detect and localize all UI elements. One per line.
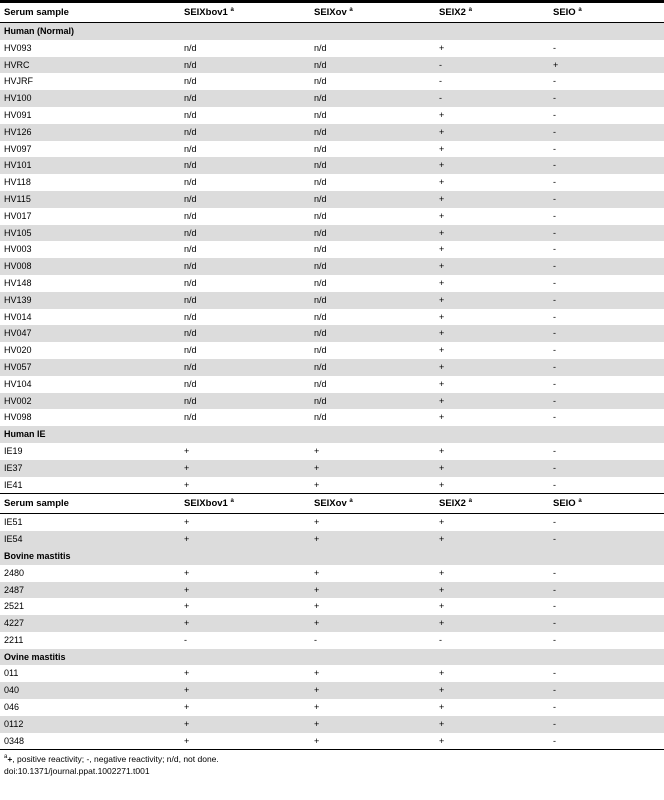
table-row bbox=[0, 107, 664, 124]
column-header-label: Serum sample bbox=[4, 498, 69, 510]
result-cell: + bbox=[439, 517, 445, 528]
table-row bbox=[0, 699, 664, 716]
column-header bbox=[310, 494, 435, 514]
result-cell: + bbox=[184, 601, 190, 612]
result-cell: - bbox=[314, 634, 317, 645]
result-cell: n/d bbox=[310, 325, 435, 342]
result-cell: + bbox=[439, 668, 445, 679]
column-header bbox=[180, 3, 310, 23]
column-header bbox=[549, 494, 664, 514]
sample-id-cell: HV100 bbox=[0, 90, 180, 107]
result-cell: + bbox=[435, 191, 549, 208]
sample-id-cell: 040 bbox=[0, 682, 180, 699]
result-cell: - bbox=[553, 311, 556, 322]
result-cell: + bbox=[184, 735, 190, 746]
result-cell: + bbox=[435, 582, 549, 599]
sample-id-cell: 046 bbox=[4, 702, 20, 713]
section-title: Ovine mastitis bbox=[0, 649, 664, 666]
table-row bbox=[0, 460, 664, 477]
section-title: Bovine mastitis bbox=[0, 548, 664, 565]
result-cell: n/d bbox=[184, 143, 197, 154]
result-cell: + bbox=[435, 716, 549, 733]
result-cell: n/d bbox=[314, 311, 327, 322]
result-cell: + bbox=[439, 277, 445, 288]
sample-id-cell: HV017 bbox=[4, 210, 32, 221]
column-header-label: SEIXov bbox=[314, 7, 347, 18]
result-cell: + bbox=[184, 445, 190, 456]
footnote-bold: + bbox=[7, 754, 13, 765]
sample-id-cell: 2480 bbox=[4, 567, 25, 578]
table-row bbox=[0, 665, 664, 682]
sample-id-cell: 2487 bbox=[0, 582, 180, 599]
result-cell: + bbox=[310, 582, 435, 599]
result-cell: + bbox=[314, 601, 320, 612]
result-cell: n/d bbox=[314, 244, 327, 255]
result-cell: n/d bbox=[314, 143, 327, 154]
column-header-label: SEIX2 bbox=[439, 498, 466, 510]
sample-id-cell: HV101 bbox=[0, 157, 180, 174]
column-header-label: SEIXbov1 bbox=[184, 7, 228, 18]
table-row bbox=[0, 565, 664, 582]
result-cell: + bbox=[439, 244, 445, 255]
column-header bbox=[435, 3, 549, 23]
header-row bbox=[0, 3, 664, 23]
result-cell: n/d bbox=[184, 378, 197, 389]
result-cell: - bbox=[553, 345, 556, 356]
sample-id-cell: HVJRF bbox=[4, 76, 33, 87]
result-cell: - bbox=[553, 42, 556, 53]
sample-id-cell: 0348 bbox=[4, 735, 25, 746]
result-cell: n/d bbox=[314, 76, 327, 87]
result-cell: - bbox=[553, 177, 556, 188]
sample-id-cell: 4227 bbox=[0, 615, 180, 632]
result-cell: + bbox=[435, 258, 549, 275]
result-cell: + bbox=[180, 615, 310, 632]
table-row bbox=[0, 477, 664, 494]
column-header-sup: a bbox=[230, 498, 234, 505]
header-row bbox=[0, 494, 664, 514]
table-row bbox=[0, 57, 664, 74]
result-cell: - bbox=[549, 682, 664, 699]
result-cell: - bbox=[549, 531, 664, 548]
result-cell: n/d bbox=[180, 57, 310, 74]
result-cell: + bbox=[310, 682, 435, 699]
sample-id-cell: HV014 bbox=[4, 311, 32, 322]
result-cell: n/d bbox=[314, 210, 327, 221]
result-cell: - bbox=[553, 76, 556, 87]
sample-id-cell: 011 bbox=[4, 668, 19, 679]
table-row bbox=[0, 582, 664, 599]
results-table bbox=[0, 2, 664, 749]
result-cell: - bbox=[549, 615, 664, 632]
result-cell: - bbox=[553, 378, 556, 389]
result-cell: n/d bbox=[314, 177, 327, 188]
result-cell: + bbox=[439, 479, 445, 490]
column-header bbox=[310, 3, 435, 23]
result-cell: + bbox=[184, 702, 190, 713]
result-cell: + bbox=[314, 735, 320, 746]
column-header-label: Serum sample bbox=[4, 7, 69, 18]
result-cell: + bbox=[310, 716, 435, 733]
sample-id-cell: IE37 bbox=[0, 460, 180, 477]
result-cell: - bbox=[553, 668, 556, 679]
sample-id-cell: HV097 bbox=[4, 143, 32, 154]
result-cell: - bbox=[549, 460, 664, 477]
result-cell: - bbox=[553, 517, 556, 528]
result-cell: n/d bbox=[184, 76, 197, 87]
section-title: Human (Normal) bbox=[0, 23, 664, 40]
result-cell: n/d bbox=[310, 393, 435, 410]
result-cell: n/d bbox=[314, 378, 327, 389]
table-row bbox=[0, 443, 664, 460]
result-cell: + bbox=[184, 567, 190, 578]
result-cell: - bbox=[553, 277, 556, 288]
column-header-label: SEIX2 bbox=[439, 7, 466, 18]
result-cell: - bbox=[549, 582, 664, 599]
result-cell: + bbox=[435, 225, 549, 242]
result-cell: + bbox=[314, 668, 320, 679]
result-cell: + bbox=[439, 445, 445, 456]
table-row bbox=[0, 208, 664, 225]
result-cell: + bbox=[435, 682, 549, 699]
table-row bbox=[0, 393, 664, 410]
table-row bbox=[0, 342, 664, 359]
result-cell: + bbox=[180, 682, 310, 699]
result-cell: n/d bbox=[180, 292, 310, 309]
table-row bbox=[0, 157, 664, 174]
sample-id-cell: HVRC bbox=[0, 57, 180, 74]
result-cell: n/d bbox=[184, 277, 197, 288]
table-row bbox=[0, 90, 664, 107]
result-cell: n/d bbox=[310, 359, 435, 376]
result-cell: n/d bbox=[310, 157, 435, 174]
result-cell: n/d bbox=[310, 258, 435, 275]
column-header-sup: a bbox=[468, 498, 472, 505]
result-cell: + bbox=[439, 601, 445, 612]
result-cell: - bbox=[553, 143, 556, 154]
sample-id-cell: HV047 bbox=[0, 325, 180, 342]
result-cell: n/d bbox=[184, 177, 197, 188]
result-cell: + bbox=[549, 57, 664, 74]
result-cell: - bbox=[549, 325, 664, 342]
result-cell: n/d bbox=[310, 191, 435, 208]
result-cell: - bbox=[553, 479, 556, 490]
table-row bbox=[0, 325, 664, 342]
sample-id-cell: HV008 bbox=[0, 258, 180, 275]
result-cell: + bbox=[439, 143, 445, 154]
result-cell: n/d bbox=[184, 345, 197, 356]
result-cell: + bbox=[310, 531, 435, 548]
result-cell: + bbox=[435, 124, 549, 141]
column-header bbox=[0, 3, 180, 23]
table-row bbox=[0, 275, 664, 292]
table-row bbox=[0, 73, 664, 90]
column-header-label: SEIO bbox=[553, 7, 576, 18]
column-header-sup: a bbox=[578, 498, 582, 505]
sample-id-cell: HV020 bbox=[4, 345, 32, 356]
sample-id-cell: HV002 bbox=[0, 393, 180, 410]
sample-id-cell: HV139 bbox=[0, 292, 180, 309]
result-cell: n/d bbox=[184, 244, 197, 255]
table-row bbox=[0, 241, 664, 258]
result-cell: + bbox=[439, 378, 445, 389]
result-cell: - bbox=[549, 90, 664, 107]
sample-id-cell: HV118 bbox=[4, 177, 31, 188]
sample-id-cell: IE51 bbox=[4, 517, 23, 528]
result-cell: - bbox=[184, 634, 187, 645]
result-cell: n/d bbox=[180, 124, 310, 141]
result-cell: + bbox=[314, 479, 320, 490]
doi-text: doi:10.1371/journal.ppat.1002271.t001 bbox=[4, 766, 150, 777]
result-cell: n/d bbox=[180, 191, 310, 208]
result-cell: + bbox=[184, 479, 190, 490]
table-row bbox=[0, 141, 664, 158]
table-row bbox=[0, 309, 664, 326]
result-cell: + bbox=[184, 517, 190, 528]
sample-id-cell: HV098 bbox=[4, 412, 32, 423]
section-row bbox=[0, 23, 664, 40]
result-cell: n/d bbox=[314, 345, 327, 356]
result-cell: - bbox=[553, 109, 556, 120]
table-row bbox=[0, 40, 664, 57]
result-cell: n/d bbox=[180, 359, 310, 376]
result-cell: + bbox=[439, 177, 445, 188]
result-cell: - bbox=[439, 76, 442, 87]
result-cell: + bbox=[435, 157, 549, 174]
result-cell: + bbox=[180, 582, 310, 599]
footnote bbox=[0, 753, 664, 765]
result-cell: + bbox=[435, 460, 549, 477]
result-cell: n/d bbox=[314, 277, 327, 288]
sample-id-cell: HV093 bbox=[4, 42, 32, 53]
sample-id-cell: HV104 bbox=[4, 378, 32, 389]
result-cell: - bbox=[549, 225, 664, 242]
table-row bbox=[0, 225, 664, 242]
table-row bbox=[0, 191, 664, 208]
result-cell: + bbox=[314, 567, 320, 578]
column-header-label: SEIXov bbox=[314, 498, 347, 510]
result-cell: n/d bbox=[310, 57, 435, 74]
table-row bbox=[0, 682, 664, 699]
result-cell: n/d bbox=[180, 325, 310, 342]
result-cell: - bbox=[549, 716, 664, 733]
result-cell: - bbox=[549, 258, 664, 275]
result-cell: - bbox=[553, 601, 556, 612]
column-header bbox=[549, 3, 664, 23]
result-cell: n/d bbox=[180, 393, 310, 410]
table-row bbox=[0, 615, 664, 632]
result-cell: - bbox=[553, 210, 556, 221]
table-row bbox=[0, 531, 664, 548]
result-cell: + bbox=[180, 460, 310, 477]
sample-id-cell: 0112 bbox=[0, 716, 180, 733]
table-row bbox=[0, 514, 664, 531]
result-cell: - bbox=[553, 634, 556, 645]
sample-id-cell: HV057 bbox=[0, 359, 180, 376]
sample-id-cell: HV115 bbox=[0, 191, 180, 208]
result-cell: - bbox=[553, 735, 556, 746]
sample-id-cell: IE54 bbox=[0, 531, 180, 548]
result-cell: - bbox=[549, 359, 664, 376]
column-header bbox=[180, 494, 310, 514]
result-cell: n/d bbox=[184, 311, 197, 322]
result-cell: n/d bbox=[184, 109, 197, 120]
column-header bbox=[0, 494, 180, 514]
result-cell: - bbox=[553, 702, 556, 713]
result-cell: n/d bbox=[180, 225, 310, 242]
result-cell: n/d bbox=[180, 90, 310, 107]
table-row bbox=[0, 124, 664, 141]
result-cell: n/d bbox=[314, 42, 327, 53]
result-cell: + bbox=[435, 393, 549, 410]
sample-id-cell: HV148 bbox=[4, 277, 32, 288]
result-cell: - bbox=[435, 57, 549, 74]
result-cell: n/d bbox=[314, 412, 327, 423]
section-row bbox=[0, 649, 664, 666]
table-row bbox=[0, 359, 664, 376]
section-row bbox=[0, 548, 664, 565]
column-header-sup: a bbox=[349, 6, 353, 13]
result-cell: + bbox=[180, 716, 310, 733]
sample-id-cell: HV003 bbox=[4, 244, 32, 255]
column-header-sup: a bbox=[578, 6, 582, 13]
table-row bbox=[0, 598, 664, 615]
result-cell: n/d bbox=[310, 292, 435, 309]
result-cell: + bbox=[439, 412, 445, 423]
column-header-label: SEIXbov1 bbox=[184, 498, 228, 510]
sample-id-cell: HV105 bbox=[0, 225, 180, 242]
result-cell: - bbox=[553, 445, 556, 456]
table-row bbox=[0, 733, 664, 750]
result-cell: + bbox=[439, 311, 445, 322]
column-header-label: SEIO bbox=[553, 498, 576, 510]
result-cell: + bbox=[435, 292, 549, 309]
result-cell: + bbox=[439, 210, 445, 221]
result-cell: + bbox=[439, 345, 445, 356]
footnote-text: , positive reactivity; -, negative reactivity; n/d, not done. bbox=[12, 754, 219, 765]
result-cell: + bbox=[435, 325, 549, 342]
sample-id-cell: 2211 bbox=[4, 634, 24, 645]
result-cell: + bbox=[439, 702, 445, 713]
result-cell: + bbox=[184, 668, 190, 679]
footnote-sup: a bbox=[4, 754, 8, 761]
column-header bbox=[435, 494, 549, 514]
column-header-sup: a bbox=[230, 6, 234, 13]
result-cell: n/d bbox=[180, 157, 310, 174]
result-cell: + bbox=[310, 615, 435, 632]
result-cell: + bbox=[314, 445, 320, 456]
result-cell: - bbox=[549, 157, 664, 174]
result-cell: n/d bbox=[314, 109, 327, 120]
sample-id-cell: IE19 bbox=[4, 445, 23, 456]
result-cell: - bbox=[553, 567, 556, 578]
result-cell: + bbox=[314, 702, 320, 713]
sample-id-cell: IE41 bbox=[4, 479, 23, 490]
sample-id-cell: HV126 bbox=[0, 124, 180, 141]
bottom-rule bbox=[0, 749, 664, 750]
result-cell: + bbox=[439, 735, 445, 746]
result-cell: - bbox=[549, 124, 664, 141]
table-row bbox=[0, 632, 664, 649]
result-cell: - bbox=[439, 634, 442, 645]
result-cell: - bbox=[549, 191, 664, 208]
result-cell: - bbox=[435, 90, 549, 107]
result-cell: - bbox=[549, 292, 664, 309]
table-row bbox=[0, 409, 664, 426]
result-cell: + bbox=[439, 567, 445, 578]
result-cell: + bbox=[180, 531, 310, 548]
result-cell: n/d bbox=[310, 124, 435, 141]
result-cell: n/d bbox=[184, 210, 197, 221]
column-header-sup: a bbox=[468, 6, 472, 13]
table-row bbox=[0, 376, 664, 393]
result-cell: - bbox=[553, 244, 556, 255]
result-cell: n/d bbox=[310, 225, 435, 242]
result-cell: + bbox=[435, 531, 549, 548]
result-cell: + bbox=[435, 359, 549, 376]
table-row bbox=[0, 258, 664, 275]
table-row bbox=[0, 292, 664, 309]
section-row bbox=[0, 426, 664, 443]
result-cell: + bbox=[439, 109, 445, 120]
table-row bbox=[0, 174, 664, 191]
sample-id-cell: HV091 bbox=[4, 109, 32, 120]
result-cell: + bbox=[435, 615, 549, 632]
result-cell: - bbox=[553, 412, 556, 423]
table-row bbox=[0, 716, 664, 733]
result-cell: n/d bbox=[184, 42, 197, 53]
result-cell: n/d bbox=[184, 412, 197, 423]
result-cell: n/d bbox=[310, 90, 435, 107]
result-cell: + bbox=[310, 460, 435, 477]
result-cell: n/d bbox=[180, 258, 310, 275]
result-cell: - bbox=[549, 393, 664, 410]
result-cell: + bbox=[314, 517, 320, 528]
sample-id-cell: 2521 bbox=[4, 601, 25, 612]
column-header-sup: a bbox=[349, 498, 353, 505]
section-title: Human IE bbox=[0, 426, 664, 443]
result-cell: + bbox=[439, 42, 445, 53]
